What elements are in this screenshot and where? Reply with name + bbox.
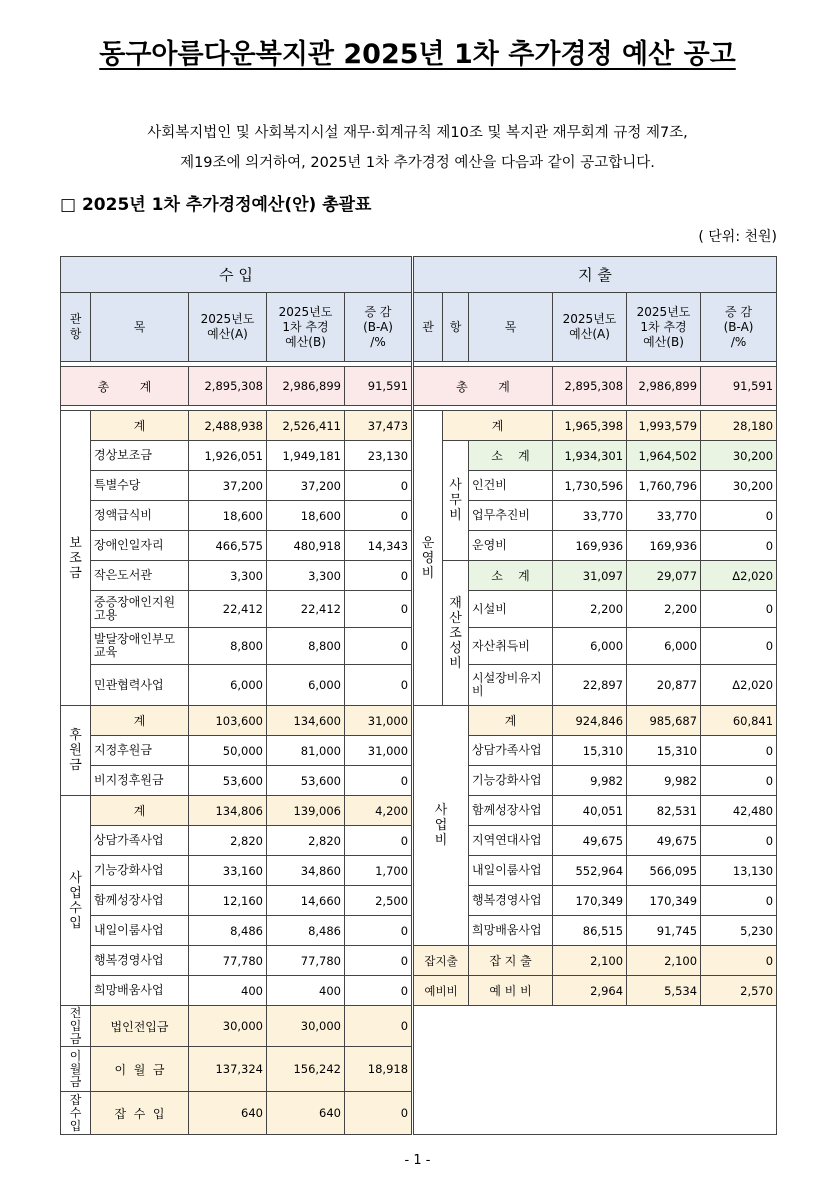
income-mok: 기능강화사업 bbox=[91, 856, 189, 886]
income-b: 77,780 bbox=[267, 946, 345, 976]
income-b: 18,600 bbox=[267, 501, 345, 531]
income-b: 81,000 bbox=[267, 736, 345, 766]
expense-b: 2,100 bbox=[627, 946, 701, 976]
income-diff: 0 bbox=[345, 766, 413, 796]
expense-diff: 2,570 bbox=[701, 976, 777, 1006]
intro-line-1: 사회복지법인 및 사회복지시설 재무·회계규칙 제10조 및 복지관 재무회계 규정 제7조, bbox=[147, 125, 688, 141]
expense-mok: 업무추진비 bbox=[469, 501, 553, 531]
expense-diff: 30,200 bbox=[701, 441, 777, 471]
expense-a: 1,730,596 bbox=[553, 471, 627, 501]
income-diff: 0 bbox=[345, 665, 413, 706]
expense-mok: 잡 지 출 bbox=[469, 946, 553, 976]
income-mok: 법인전입금 bbox=[91, 1006, 189, 1047]
income-a: 12,160 bbox=[189, 886, 267, 916]
income-diff: 0 bbox=[345, 826, 413, 856]
income-total-label: 총 계 bbox=[61, 367, 189, 406]
income-a: 2,820 bbox=[189, 826, 267, 856]
intro-text bbox=[60, 118, 775, 178]
income-diff: 0 bbox=[345, 591, 413, 628]
expense-diff: 0 bbox=[701, 531, 777, 561]
expense-mok: 자산취득비 bbox=[469, 628, 553, 665]
expense-b: 82,531 bbox=[627, 796, 701, 826]
expense-mok: 운영비 bbox=[469, 531, 553, 561]
table-row bbox=[61, 1006, 777, 1047]
expense-b: 6,000 bbox=[627, 628, 701, 665]
expense-a: 49,675 bbox=[553, 826, 627, 856]
income-a: 77,780 bbox=[189, 946, 267, 976]
income-b: 2,526,411 bbox=[267, 411, 345, 441]
income-diff: 31,000 bbox=[345, 706, 413, 736]
expense-diff-header: 증 감 (B-A) /% bbox=[701, 293, 777, 362]
income-mok: 계 bbox=[91, 706, 189, 736]
expense-hang-header: 항 bbox=[443, 293, 469, 362]
expense-a: 170,349 bbox=[553, 886, 627, 916]
income-diff: 4,200 bbox=[345, 796, 413, 826]
expense-group-business: 사 업 비 bbox=[413, 706, 469, 946]
expense-a: 9,982 bbox=[553, 766, 627, 796]
expense-a: 169,936 bbox=[553, 531, 627, 561]
expense-diff: 0 bbox=[701, 736, 777, 766]
income-diff-header: 증 감 (B-A) /% bbox=[345, 293, 413, 362]
income-group-donation: 후 원 금 bbox=[61, 706, 91, 796]
income-a: 53,600 bbox=[189, 766, 267, 796]
expense-b: 5,534 bbox=[627, 976, 701, 1006]
income-mok: 함께성장사업 bbox=[91, 886, 189, 916]
expense-hang-property: 재 산 조 성 비 bbox=[443, 561, 469, 706]
income-b: 30,000 bbox=[267, 1006, 345, 1047]
expense-header: 지 출 bbox=[413, 257, 777, 293]
expense-a: 552,964 bbox=[553, 856, 627, 886]
income-mok: 행복경영사업 bbox=[91, 946, 189, 976]
expense-a: 22,897 bbox=[553, 665, 627, 706]
expense-b: 91,745 bbox=[627, 916, 701, 946]
expense-gwan-misc: 잡지출 bbox=[413, 946, 469, 976]
expense-mok: 시설비 bbox=[469, 591, 553, 628]
income-a: 466,575 bbox=[189, 531, 267, 561]
expense-col-b-header: 2025년도 1차 추경 예산(B) bbox=[627, 293, 701, 362]
income-diff: 0 bbox=[345, 976, 413, 1006]
income-total-diff: 91,591 bbox=[345, 367, 413, 406]
expense-a: 33,770 bbox=[553, 501, 627, 531]
expense-mok: 소 계 bbox=[469, 441, 553, 471]
income-mok: 정액급식비 bbox=[91, 501, 189, 531]
expense-a: 1,934,301 bbox=[553, 441, 627, 471]
income-group-misc: 잡 수 입 bbox=[61, 1092, 91, 1135]
table-row bbox=[61, 706, 777, 736]
income-mok-header: 목 bbox=[91, 293, 189, 362]
expense-mok: 소 계 bbox=[469, 561, 553, 591]
income-total-b: 2,986,899 bbox=[267, 367, 345, 406]
expense-mok: 기능강화사업 bbox=[469, 766, 553, 796]
income-a: 640 bbox=[189, 1092, 267, 1135]
expense-diff: 30,200 bbox=[701, 471, 777, 501]
expense-mok: 상담가족사업 bbox=[469, 736, 553, 766]
expense-b: 33,770 bbox=[627, 501, 701, 531]
income-b: 1,949,181 bbox=[267, 441, 345, 471]
income-mok: 비지정후원금 bbox=[91, 766, 189, 796]
income-group-subsidy: 보 조 금 bbox=[61, 411, 91, 706]
income-a: 2,488,938 bbox=[189, 411, 267, 441]
income-col-a-header: 2025년도 예산(A) bbox=[189, 293, 267, 362]
expense-a: 924,846 bbox=[553, 706, 627, 736]
expense-diff: Δ2,020 bbox=[701, 665, 777, 706]
expense-diff: 60,841 bbox=[701, 706, 777, 736]
expense-a: 40,051 bbox=[553, 796, 627, 826]
expense-b: 1,760,796 bbox=[627, 471, 701, 501]
income-b: 14,660 bbox=[267, 886, 345, 916]
income-mok: 상담가족사업 bbox=[91, 826, 189, 856]
expense-b: 2,200 bbox=[627, 591, 701, 628]
expense-diff: 0 bbox=[701, 826, 777, 856]
income-group-transfer: 전 입 금 bbox=[61, 1006, 91, 1047]
income-diff: 2,500 bbox=[345, 886, 413, 916]
income-b: 22,412 bbox=[267, 591, 345, 628]
expense-mok: 함께성장사업 bbox=[469, 796, 553, 826]
intro-line-2: 제19조에 의거하여, 2025년 1차 추가경정 예산을 다음과 같이 공고합니다. bbox=[180, 155, 655, 171]
income-a: 18,600 bbox=[189, 501, 267, 531]
expense-b: 9,982 bbox=[627, 766, 701, 796]
expense-b: 15,310 bbox=[627, 736, 701, 766]
expense-b: 169,936 bbox=[627, 531, 701, 561]
income-diff: 31,000 bbox=[345, 736, 413, 766]
income-diff: 0 bbox=[345, 916, 413, 946]
expense-mok: 계 bbox=[469, 706, 553, 736]
expense-b: 1,993,579 bbox=[627, 411, 701, 441]
income-diff: 0 bbox=[345, 1092, 413, 1135]
income-a: 134,806 bbox=[189, 796, 267, 826]
income-diff: 37,473 bbox=[345, 411, 413, 441]
income-b: 480,918 bbox=[267, 531, 345, 561]
income-group-business: 사 업 수 입 bbox=[61, 796, 91, 1006]
expense-diff: 42,480 bbox=[701, 796, 777, 826]
expense-mok: 시설장비유지비 bbox=[469, 665, 553, 706]
income-mok: 경상보조금 bbox=[91, 441, 189, 471]
income-b: 8,800 bbox=[267, 628, 345, 665]
expense-gwan-reserve: 예비비 bbox=[413, 976, 469, 1006]
expense-b: 566,095 bbox=[627, 856, 701, 886]
income-mok: 계 bbox=[91, 411, 189, 441]
expense-total-label: 총 계 bbox=[413, 367, 553, 406]
income-a: 50,000 bbox=[189, 736, 267, 766]
income-diff: 0 bbox=[345, 471, 413, 501]
expense-mok-header: 목 bbox=[469, 293, 553, 362]
expense-diff: 0 bbox=[701, 886, 777, 916]
income-b: 2,820 bbox=[267, 826, 345, 856]
expense-a: 2,200 bbox=[553, 591, 627, 628]
income-a: 3,300 bbox=[189, 561, 267, 591]
expense-mok: 희망배움사업 bbox=[469, 916, 553, 946]
income-mok: 계 bbox=[91, 796, 189, 826]
income-a: 137,324 bbox=[189, 1047, 267, 1092]
expense-col-a-header: 2025년도 예산(A) bbox=[553, 293, 627, 362]
income-mok: 잡 수 입 bbox=[91, 1092, 189, 1135]
expense-b: 20,877 bbox=[627, 665, 701, 706]
income-b: 53,600 bbox=[267, 766, 345, 796]
income-diff: 0 bbox=[345, 628, 413, 665]
expense-mok: 내일이룸사업 bbox=[469, 856, 553, 886]
expense-total-a: 2,895,308 bbox=[553, 367, 627, 406]
expense-diff: 0 bbox=[701, 628, 777, 665]
income-b: 37,200 bbox=[267, 471, 345, 501]
expense-hang-office: 사 무 비 bbox=[443, 441, 469, 561]
income-total-a: 2,895,308 bbox=[189, 367, 267, 406]
budget-summary-table bbox=[60, 256, 777, 1135]
income-diff: 18,918 bbox=[345, 1047, 413, 1092]
income-a: 1,926,051 bbox=[189, 441, 267, 471]
income-group-carryover: 이 월 금 bbox=[61, 1047, 91, 1092]
income-header: 수 입 bbox=[61, 257, 413, 293]
expense-total-diff: 91,591 bbox=[701, 367, 777, 406]
income-b: 156,242 bbox=[267, 1047, 345, 1092]
income-a: 8,800 bbox=[189, 628, 267, 665]
income-mok: 발달장애인부모교육 bbox=[91, 628, 189, 665]
expense-a: 6,000 bbox=[553, 628, 627, 665]
income-b: 8,486 bbox=[267, 916, 345, 946]
income-diff: 0 bbox=[345, 501, 413, 531]
income-mok: 이 월 금 bbox=[91, 1047, 189, 1092]
page-number: - 1 - bbox=[404, 1153, 431, 1168]
income-diff: 1,700 bbox=[345, 856, 413, 886]
expense-b: 49,675 bbox=[627, 826, 701, 856]
income-a: 400 bbox=[189, 976, 267, 1006]
income-gwan-hang-header: 관 항 bbox=[61, 293, 91, 362]
expense-diff: 0 bbox=[701, 766, 777, 796]
expense-a: 86,515 bbox=[553, 916, 627, 946]
expense-a: 2,964 bbox=[553, 976, 627, 1006]
expense-total-b: 2,986,899 bbox=[627, 367, 701, 406]
expense-gwan-header: 관 bbox=[413, 293, 443, 362]
income-b: 3,300 bbox=[267, 561, 345, 591]
income-mok: 지정후원금 bbox=[91, 736, 189, 766]
income-mok: 특별수당 bbox=[91, 471, 189, 501]
income-b: 134,600 bbox=[267, 706, 345, 736]
income-b: 6,000 bbox=[267, 665, 345, 706]
unit-label: ( 단위: 천원) bbox=[698, 229, 777, 245]
expense-group-operation: 운 영 비 bbox=[413, 411, 443, 706]
income-mok: 장애인일자리 bbox=[91, 531, 189, 561]
income-a: 8,486 bbox=[189, 916, 267, 946]
income-mok: 민관협력사업 bbox=[91, 665, 189, 706]
income-a: 33,160 bbox=[189, 856, 267, 886]
table-row bbox=[61, 946, 777, 976]
expense-b: 29,077 bbox=[627, 561, 701, 591]
page-title: 동구아름다운복지관 2025년 1차 추가경정 예산 공고 bbox=[99, 39, 736, 70]
expense-diff: 28,180 bbox=[701, 411, 777, 441]
income-b: 34,860 bbox=[267, 856, 345, 886]
income-mok: 중증장애인지원고용 bbox=[91, 591, 189, 628]
expense-diff: Δ2,020 bbox=[701, 561, 777, 591]
income-a: 37,200 bbox=[189, 471, 267, 501]
total-row bbox=[61, 367, 777, 406]
table-row bbox=[61, 976, 777, 1006]
expense-mok: 예 비 비 bbox=[469, 976, 553, 1006]
expense-diff: 0 bbox=[701, 946, 777, 976]
income-b: 400 bbox=[267, 976, 345, 1006]
expense-a: 1,965,398 bbox=[553, 411, 627, 441]
income-diff: 0 bbox=[345, 1006, 413, 1047]
expense-a: 2,100 bbox=[553, 946, 627, 976]
expense-empty-area bbox=[413, 1006, 777, 1135]
income-diff: 23,130 bbox=[345, 441, 413, 471]
expense-diff: 0 bbox=[701, 501, 777, 531]
income-a: 22,412 bbox=[189, 591, 267, 628]
income-diff: 14,343 bbox=[345, 531, 413, 561]
expense-b: 985,687 bbox=[627, 706, 701, 736]
income-a: 30,000 bbox=[189, 1006, 267, 1047]
expense-mok: 인건비 bbox=[469, 471, 553, 501]
income-mok: 내일이룸사업 bbox=[91, 916, 189, 946]
income-mok: 희망배움사업 bbox=[91, 976, 189, 1006]
expense-mok: 계 bbox=[443, 411, 553, 441]
expense-a: 15,310 bbox=[553, 736, 627, 766]
expense-b: 170,349 bbox=[627, 886, 701, 916]
expense-diff: 0 bbox=[701, 591, 777, 628]
expense-mok: 행복경영사업 bbox=[469, 886, 553, 916]
income-mok: 작은도서관 bbox=[91, 561, 189, 591]
income-a: 6,000 bbox=[189, 665, 267, 706]
section-title: □ 2025년 1차 추가경정예산(안) 총괄표 bbox=[60, 195, 372, 215]
income-diff: 0 bbox=[345, 561, 413, 591]
income-b: 640 bbox=[267, 1092, 345, 1135]
table-row bbox=[61, 411, 777, 441]
expense-diff: 5,230 bbox=[701, 916, 777, 946]
expense-diff: 13,130 bbox=[701, 856, 777, 886]
expense-a: 31,097 bbox=[553, 561, 627, 591]
expense-mok: 지역연대사업 bbox=[469, 826, 553, 856]
income-col-b-header: 2025년도 1차 추경 예산(B) bbox=[267, 293, 345, 362]
income-a: 103,600 bbox=[189, 706, 267, 736]
expense-b: 1,964,502 bbox=[627, 441, 701, 471]
income-diff: 0 bbox=[345, 946, 413, 976]
income-b: 139,006 bbox=[267, 796, 345, 826]
